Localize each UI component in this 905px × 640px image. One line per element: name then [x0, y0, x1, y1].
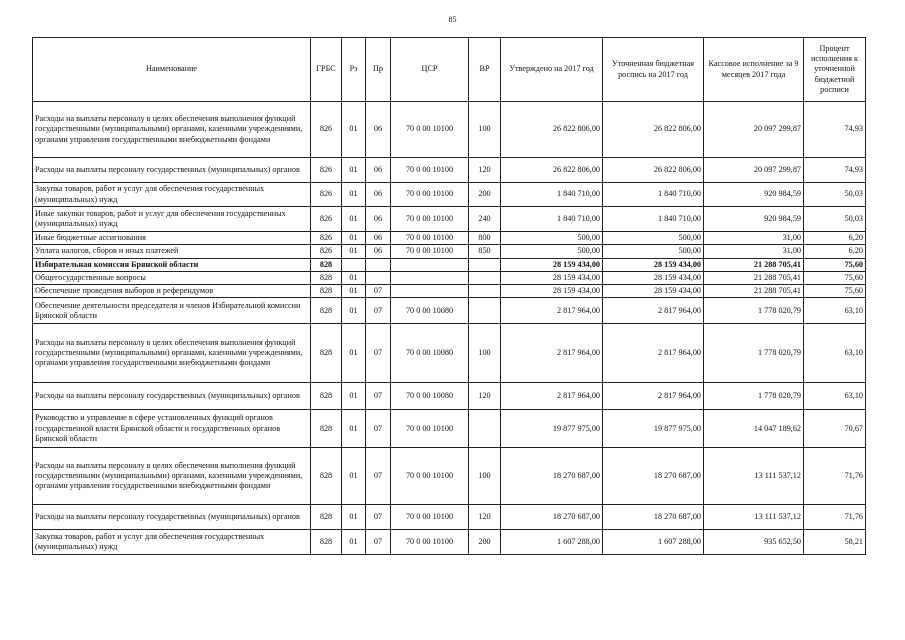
cell-rz: 01 [342, 285, 366, 298]
cell-pr: 06 [366, 207, 391, 232]
cell-refined: 500,00 [603, 232, 704, 245]
cell-rz: 01 [342, 102, 366, 158]
cell-refined: 19 877 975,00 [603, 410, 704, 448]
cell-pr: 07 [366, 383, 391, 410]
cell-percent: 74,93 [804, 102, 866, 158]
cell-cash: 31,00 [704, 232, 804, 245]
cell-pr: 07 [366, 285, 391, 298]
cell-csr: 70 0 00 10100 [391, 505, 469, 530]
cell-vr: 100 [469, 102, 501, 158]
table-row [33, 258, 866, 271]
cell-approved: 26 822 806,00 [501, 158, 603, 183]
table-row [33, 505, 866, 530]
cell-vr: 100 [469, 448, 501, 505]
table-row [33, 245, 866, 258]
cell-grbs: 828 [311, 530, 342, 555]
cell-name: Иные бюджетные ассигнования [33, 232, 311, 245]
cell-vr [469, 285, 501, 298]
table-row [33, 410, 866, 448]
cell-vr: 120 [469, 383, 501, 410]
cell-rz: 01 [342, 245, 366, 258]
cell-refined: 18 270 687,00 [603, 505, 704, 530]
cell-percent: 63,10 [804, 298, 866, 324]
cell-refined: 1 840 710,00 [603, 183, 704, 207]
table-row [33, 448, 866, 505]
cell-rz: 01 [342, 183, 366, 207]
cell-csr: 70 0 00 10100 [391, 183, 469, 207]
cell-name: Общегосударственные вопросы [33, 271, 311, 284]
table-row [33, 530, 866, 555]
cell-rz: 01 [342, 232, 366, 245]
cell-name: Расходы на выплаты персоналу в целях обеспечения выполнения функций государственными (муниципальными) органами, казенными учреждениями, органами управления государственными внебюджетными фондами [33, 102, 311, 158]
cell-percent: 70,67 [804, 410, 866, 448]
cell-grbs: 828 [311, 324, 342, 383]
cell-refined: 26 822 806,00 [603, 102, 704, 158]
cell-percent: 75,60 [804, 285, 866, 298]
cell-csr [391, 285, 469, 298]
cell-approved: 18 270 687,00 [501, 505, 603, 530]
cell-grbs: 828 [311, 448, 342, 505]
cell-pr [366, 258, 391, 271]
cell-name: Обеспечение деятельности председателя и членов Избирательной комиссии Брянской области [33, 298, 311, 324]
cell-refined: 26 822 806,00 [603, 158, 704, 183]
cell-refined: 28 159 434,00 [603, 271, 704, 284]
cell-vr: 800 [469, 232, 501, 245]
cell-approved: 28 159 434,00 [501, 258, 603, 271]
cell-percent: 63,10 [804, 324, 866, 383]
cell-csr: 70 0 00 10100 [391, 410, 469, 448]
cell-name: Расходы на выплаты персоналу государственных (муниципальных) органов [33, 505, 311, 530]
cell-rz: 01 [342, 298, 366, 324]
cell-refined: 28 159 434,00 [603, 258, 704, 271]
cell-vr: 200 [469, 183, 501, 207]
cell-approved: 18 270 687,00 [501, 448, 603, 505]
cell-approved: 500,00 [501, 232, 603, 245]
cell-pr: 06 [366, 245, 391, 258]
cell-name: Расходы на выплаты персоналу государственных (муниципальных) органов [33, 158, 311, 183]
cell-csr: 70 0 00 10100 [391, 158, 469, 183]
header-rz: Рз [342, 38, 366, 102]
cell-vr [469, 271, 501, 284]
cell-vr [469, 410, 501, 448]
cell-cash: 21 288 705,41 [704, 271, 804, 284]
cell-pr: 06 [366, 158, 391, 183]
header-approved: Утверждено на 2017 год [501, 38, 603, 102]
cell-name: Расходы на выплаты персоналу государственных (муниципальных) органов [33, 383, 311, 410]
cell-grbs: 826 [311, 158, 342, 183]
cell-csr: 70 0 00 10080 [391, 298, 469, 324]
cell-refined: 2 817 964,00 [603, 383, 704, 410]
cell-name: Избирательная комиссия Брянской области [33, 258, 311, 271]
cell-vr: 200 [469, 530, 501, 555]
cell-pr: 07 [366, 505, 391, 530]
cell-refined: 2 817 964,00 [603, 324, 704, 383]
header-row [33, 38, 866, 102]
budget-table [32, 37, 866, 555]
cell-csr: 70 0 00 10100 [391, 530, 469, 555]
cell-rz: 01 [342, 530, 366, 555]
header-vr: ВР [469, 38, 501, 102]
cell-percent: 6,20 [804, 232, 866, 245]
table-row [33, 158, 866, 183]
cell-percent: 50,03 [804, 207, 866, 232]
cell-name: Обеспечение проведения выборов и референдумов [33, 285, 311, 298]
cell-percent: 6,20 [804, 245, 866, 258]
cell-cash: 920 984,59 [704, 183, 804, 207]
header-csr: ЦСР [391, 38, 469, 102]
cell-vr: 120 [469, 505, 501, 530]
cell-grbs: 828 [311, 271, 342, 284]
cell-pr: 07 [366, 324, 391, 383]
cell-name: Закупка товаров, работ и услуг для обеспечения государственных (муниципальных) нужд [33, 183, 311, 207]
cell-grbs: 826 [311, 245, 342, 258]
cell-grbs: 826 [311, 207, 342, 232]
cell-grbs: 828 [311, 298, 342, 324]
cell-rz: 01 [342, 158, 366, 183]
cell-pr: 07 [366, 298, 391, 324]
cell-cash: 21 288 705,41 [704, 285, 804, 298]
cell-refined: 500,00 [603, 245, 704, 258]
cell-approved: 26 822 806,00 [501, 102, 603, 158]
page-number: 85 [448, 15, 457, 24]
cell-csr: 70 0 00 10100 [391, 232, 469, 245]
cell-percent: 58,21 [804, 530, 866, 555]
header-name: Наименование [33, 38, 311, 102]
cell-cash: 21 288 705,41 [704, 258, 804, 271]
table-row [33, 285, 866, 298]
cell-rz: 01 [342, 383, 366, 410]
table-row [33, 298, 866, 324]
cell-cash: 1 778 020,79 [704, 324, 804, 383]
cell-name: Уплата налогов, сборов и иных платежей [33, 245, 311, 258]
cell-cash: 20 097 299,87 [704, 102, 804, 158]
cell-grbs: 826 [311, 232, 342, 245]
cell-refined: 1 607 288,00 [603, 530, 704, 555]
cell-name: Закупка товаров, работ и услуг для обеспечения государственных (муниципальных) нужд [33, 530, 311, 555]
cell-approved: 19 877 975,00 [501, 410, 603, 448]
cell-refined: 18 270 687,00 [603, 448, 704, 505]
cell-csr [391, 258, 469, 271]
cell-percent: 74,93 [804, 158, 866, 183]
header-refined: Уточненная бюджетная роспись на 2017 год [603, 38, 704, 102]
cell-pr: 07 [366, 448, 391, 505]
cell-cash: 14 047 189,62 [704, 410, 804, 448]
cell-pr: 07 [366, 410, 391, 448]
cell-cash: 1 778 020,79 [704, 383, 804, 410]
cell-percent: 63,10 [804, 383, 866, 410]
cell-rz: 01 [342, 505, 366, 530]
cell-approved: 28 159 434,00 [501, 285, 603, 298]
table-row [33, 183, 866, 207]
cell-pr: 06 [366, 102, 391, 158]
cell-rz: 01 [342, 410, 366, 448]
table-row [33, 383, 866, 410]
cell-rz: 01 [342, 448, 366, 505]
header-percent: Процент исполнения к уточненной бюджетной росписи [804, 38, 866, 102]
cell-cash: 935 652,50 [704, 530, 804, 555]
cell-grbs: 828 [311, 505, 342, 530]
cell-pr: 07 [366, 530, 391, 555]
cell-vr: 100 [469, 324, 501, 383]
cell-percent: 75,60 [804, 258, 866, 271]
cell-cash: 13 111 537,12 [704, 448, 804, 505]
cell-rz [342, 258, 366, 271]
cell-rz: 01 [342, 271, 366, 284]
cell-csr: 70 0 00 10080 [391, 324, 469, 383]
cell-rz: 01 [342, 207, 366, 232]
cell-cash: 13 111 537,12 [704, 505, 804, 530]
cell-refined: 2 817 964,00 [603, 298, 704, 324]
cell-cash: 920 984,59 [704, 207, 804, 232]
cell-name: Руководство и управление в сфере установленных функций органов государственной власти Брянской области и государственных органов Брянской области [33, 410, 311, 448]
cell-approved: 2 817 964,00 [501, 383, 603, 410]
cell-grbs: 826 [311, 102, 342, 158]
cell-grbs: 828 [311, 410, 342, 448]
cell-percent: 71,76 [804, 505, 866, 530]
cell-grbs: 826 [311, 183, 342, 207]
cell-csr: 70 0 00 10100 [391, 245, 469, 258]
cell-cash: 20 097 299,87 [704, 158, 804, 183]
cell-grbs: 828 [311, 258, 342, 271]
table-row [33, 324, 866, 383]
header-grbs: ГРБС [311, 38, 342, 102]
cell-refined: 1 840 710,00 [603, 207, 704, 232]
cell-pr: 06 [366, 183, 391, 207]
table-body [33, 102, 866, 555]
cell-vr: 240 [469, 207, 501, 232]
cell-refined: 28 159 434,00 [603, 285, 704, 298]
cell-percent: 50,03 [804, 183, 866, 207]
cell-csr [391, 271, 469, 284]
cell-approved: 1 840 710,00 [501, 183, 603, 207]
cell-csr: 70 0 00 10100 [391, 102, 469, 158]
cell-pr: 06 [366, 232, 391, 245]
cell-vr: 850 [469, 245, 501, 258]
cell-grbs: 828 [311, 383, 342, 410]
cell-approved: 2 817 964,00 [501, 298, 603, 324]
table-row [33, 271, 866, 284]
table-row [33, 102, 866, 158]
cell-rz: 01 [342, 324, 366, 383]
table-row [33, 232, 866, 245]
cell-name: Иные закупки товаров, работ и услуг для обеспечения государственных (муниципальных) нужд [33, 207, 311, 232]
cell-vr: 120 [469, 158, 501, 183]
cell-vr [469, 298, 501, 324]
cell-percent: 71,76 [804, 448, 866, 505]
cell-csr: 70 0 00 10100 [391, 448, 469, 505]
cell-approved: 1 840 710,00 [501, 207, 603, 232]
cell-name: Расходы на выплаты персоналу в целях обеспечения выполнения функций государственными (муниципальными) органами, казенными учреждениями, органами управления государственными внебюджетными фондами [33, 324, 311, 383]
cell-approved: 2 817 964,00 [501, 324, 603, 383]
cell-approved: 28 159 434,00 [501, 271, 603, 284]
cell-pr [366, 271, 391, 284]
cell-approved: 1 607 288,00 [501, 530, 603, 555]
header-pr: Пр [366, 38, 391, 102]
cell-percent: 75,60 [804, 271, 866, 284]
header-cash: Кассовое исполнение за 9 месяцев 2017 года [704, 38, 804, 102]
cell-cash: 31,00 [704, 245, 804, 258]
cell-vr [469, 258, 501, 271]
cell-approved: 500,00 [501, 245, 603, 258]
cell-grbs: 828 [311, 285, 342, 298]
cell-csr: 70 0 00 10100 [391, 207, 469, 232]
cell-csr: 70 0 00 10080 [391, 383, 469, 410]
table-row [33, 207, 866, 232]
cell-name: Расходы на выплаты персоналу в целях обеспечения выполнения функций государственными (муниципальными) органами, казенными учреждениями, органами управления государственными внебюджетными фондами [33, 448, 311, 505]
cell-cash: 1 778 020,79 [704, 298, 804, 324]
